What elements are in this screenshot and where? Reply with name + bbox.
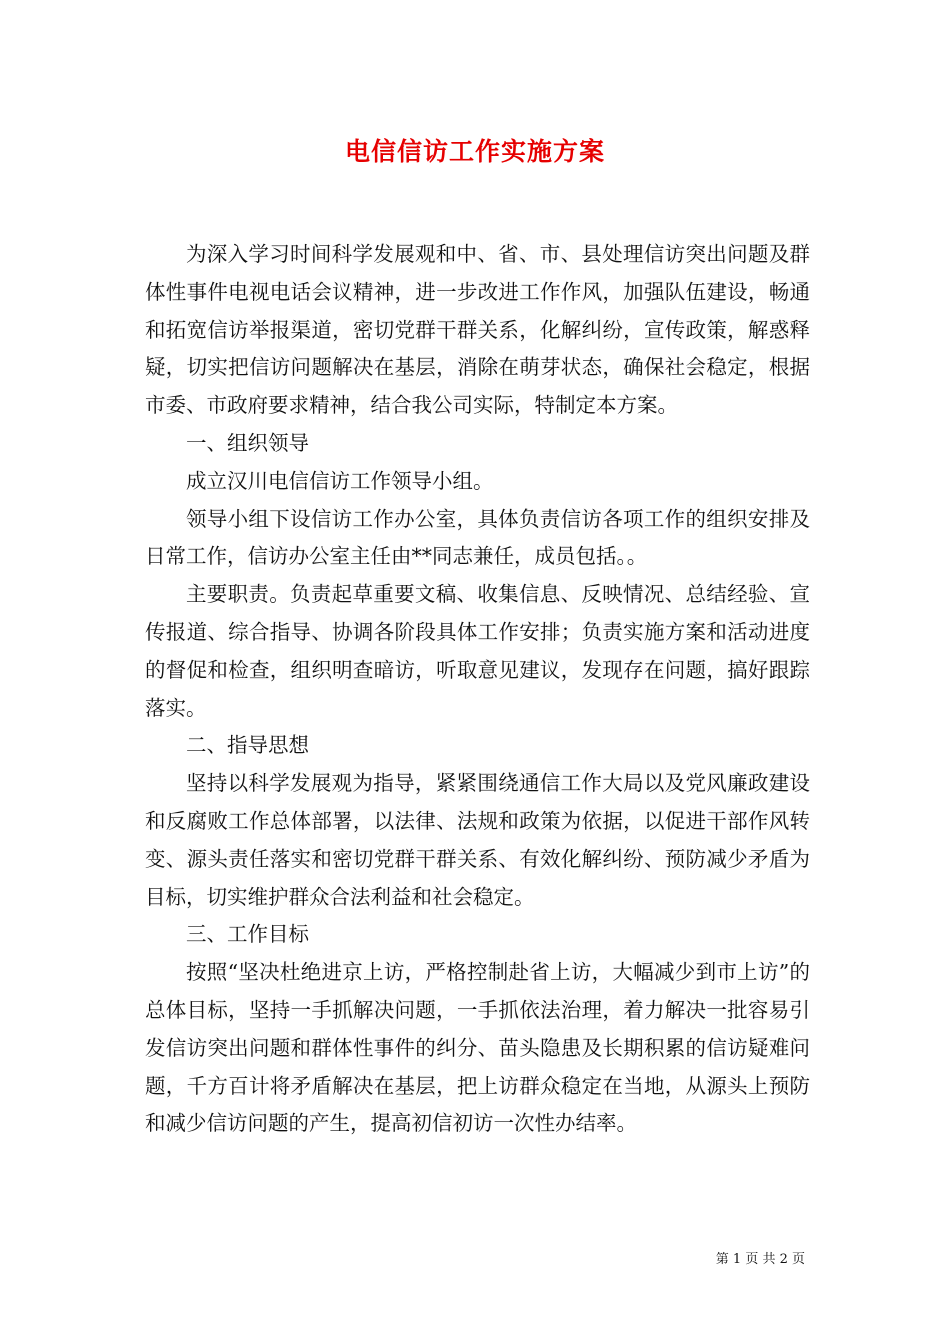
paragraph-office-setup: 领导小组下设信访工作办公室，具体负责信访各项工作的组织安排及日常工作，信访办公室主任由**同志兼任，成员包括。。 — [145, 506, 810, 569]
paragraph-intro: 为深入学习时间科学发展观和中、省、市、县处理信访突出问题及群体性事件电视电话会议精神，进一步改进工作作风，加强队伍建设，畅通和拓宽信访举报渠道，密切党群干群关系，化解纠纷，宣传政策，解惑释疑，切实把信访问题解决在基层，消除在萌芽状态，确保社会稳定，根据市委、市政府要求精神，结合我公司实际，特制定本方案。 — [145, 242, 810, 418]
section-heading-work-goals: 三、工作目标 — [186, 922, 309, 947]
paragraph-group-established: 成立汉川电信信访工作领导小组。 — [186, 468, 494, 493]
section-heading-guiding-ideology: 二、指导思想 — [186, 733, 309, 758]
paragraph-work-goals: 按照“坚决杜绝进京上访，严格控制赴省上访，大幅减少到市上访”的总体目标，坚持一手抓解决问题，一手抓依法治理，着力解决一批容易引发信访突出问题和群体性事件的纠分、苗头隐患及长期积累的信访疑难问题，千方百计将矛盾解决在基层，把上访群众稳定在当地，从源头上预防和减少信访问题的产生，提高初信初访一次性办结率。 — [145, 960, 810, 1136]
document-body — [145, 236, 810, 1143]
paragraph-main-duties: 主要职责。负责起草重要文稿、收集信息、反映情况、总结经验、宣传报道、综合指导、协调各阶段具体工作安排；负责实施方案和活动进度的督促和检查，组织明查暗访，听取意见建议，发现存在问题，搞好跟踪落实。 — [145, 582, 810, 720]
document-title: 电信信访工作实施方案 — [344, 137, 605, 166]
section-heading-organization: 一、组织领导 — [186, 430, 309, 455]
page-number-footer: 第 1 页 共 2 页 — [715, 1252, 805, 1267]
paragraph-guiding-ideology: 坚持以科学发展观为指导，紧紧围绕通信工作大局以及党风廉政建设和反腐败工作总体部署，以法律、法规和政策为依据，以促进干部作风转变、源头责任落实和密切党群干群关系、有效化解纠纷、预防减少矛盾为目标，切实维护群众合法利益和社会稳定。 — [145, 771, 810, 909]
